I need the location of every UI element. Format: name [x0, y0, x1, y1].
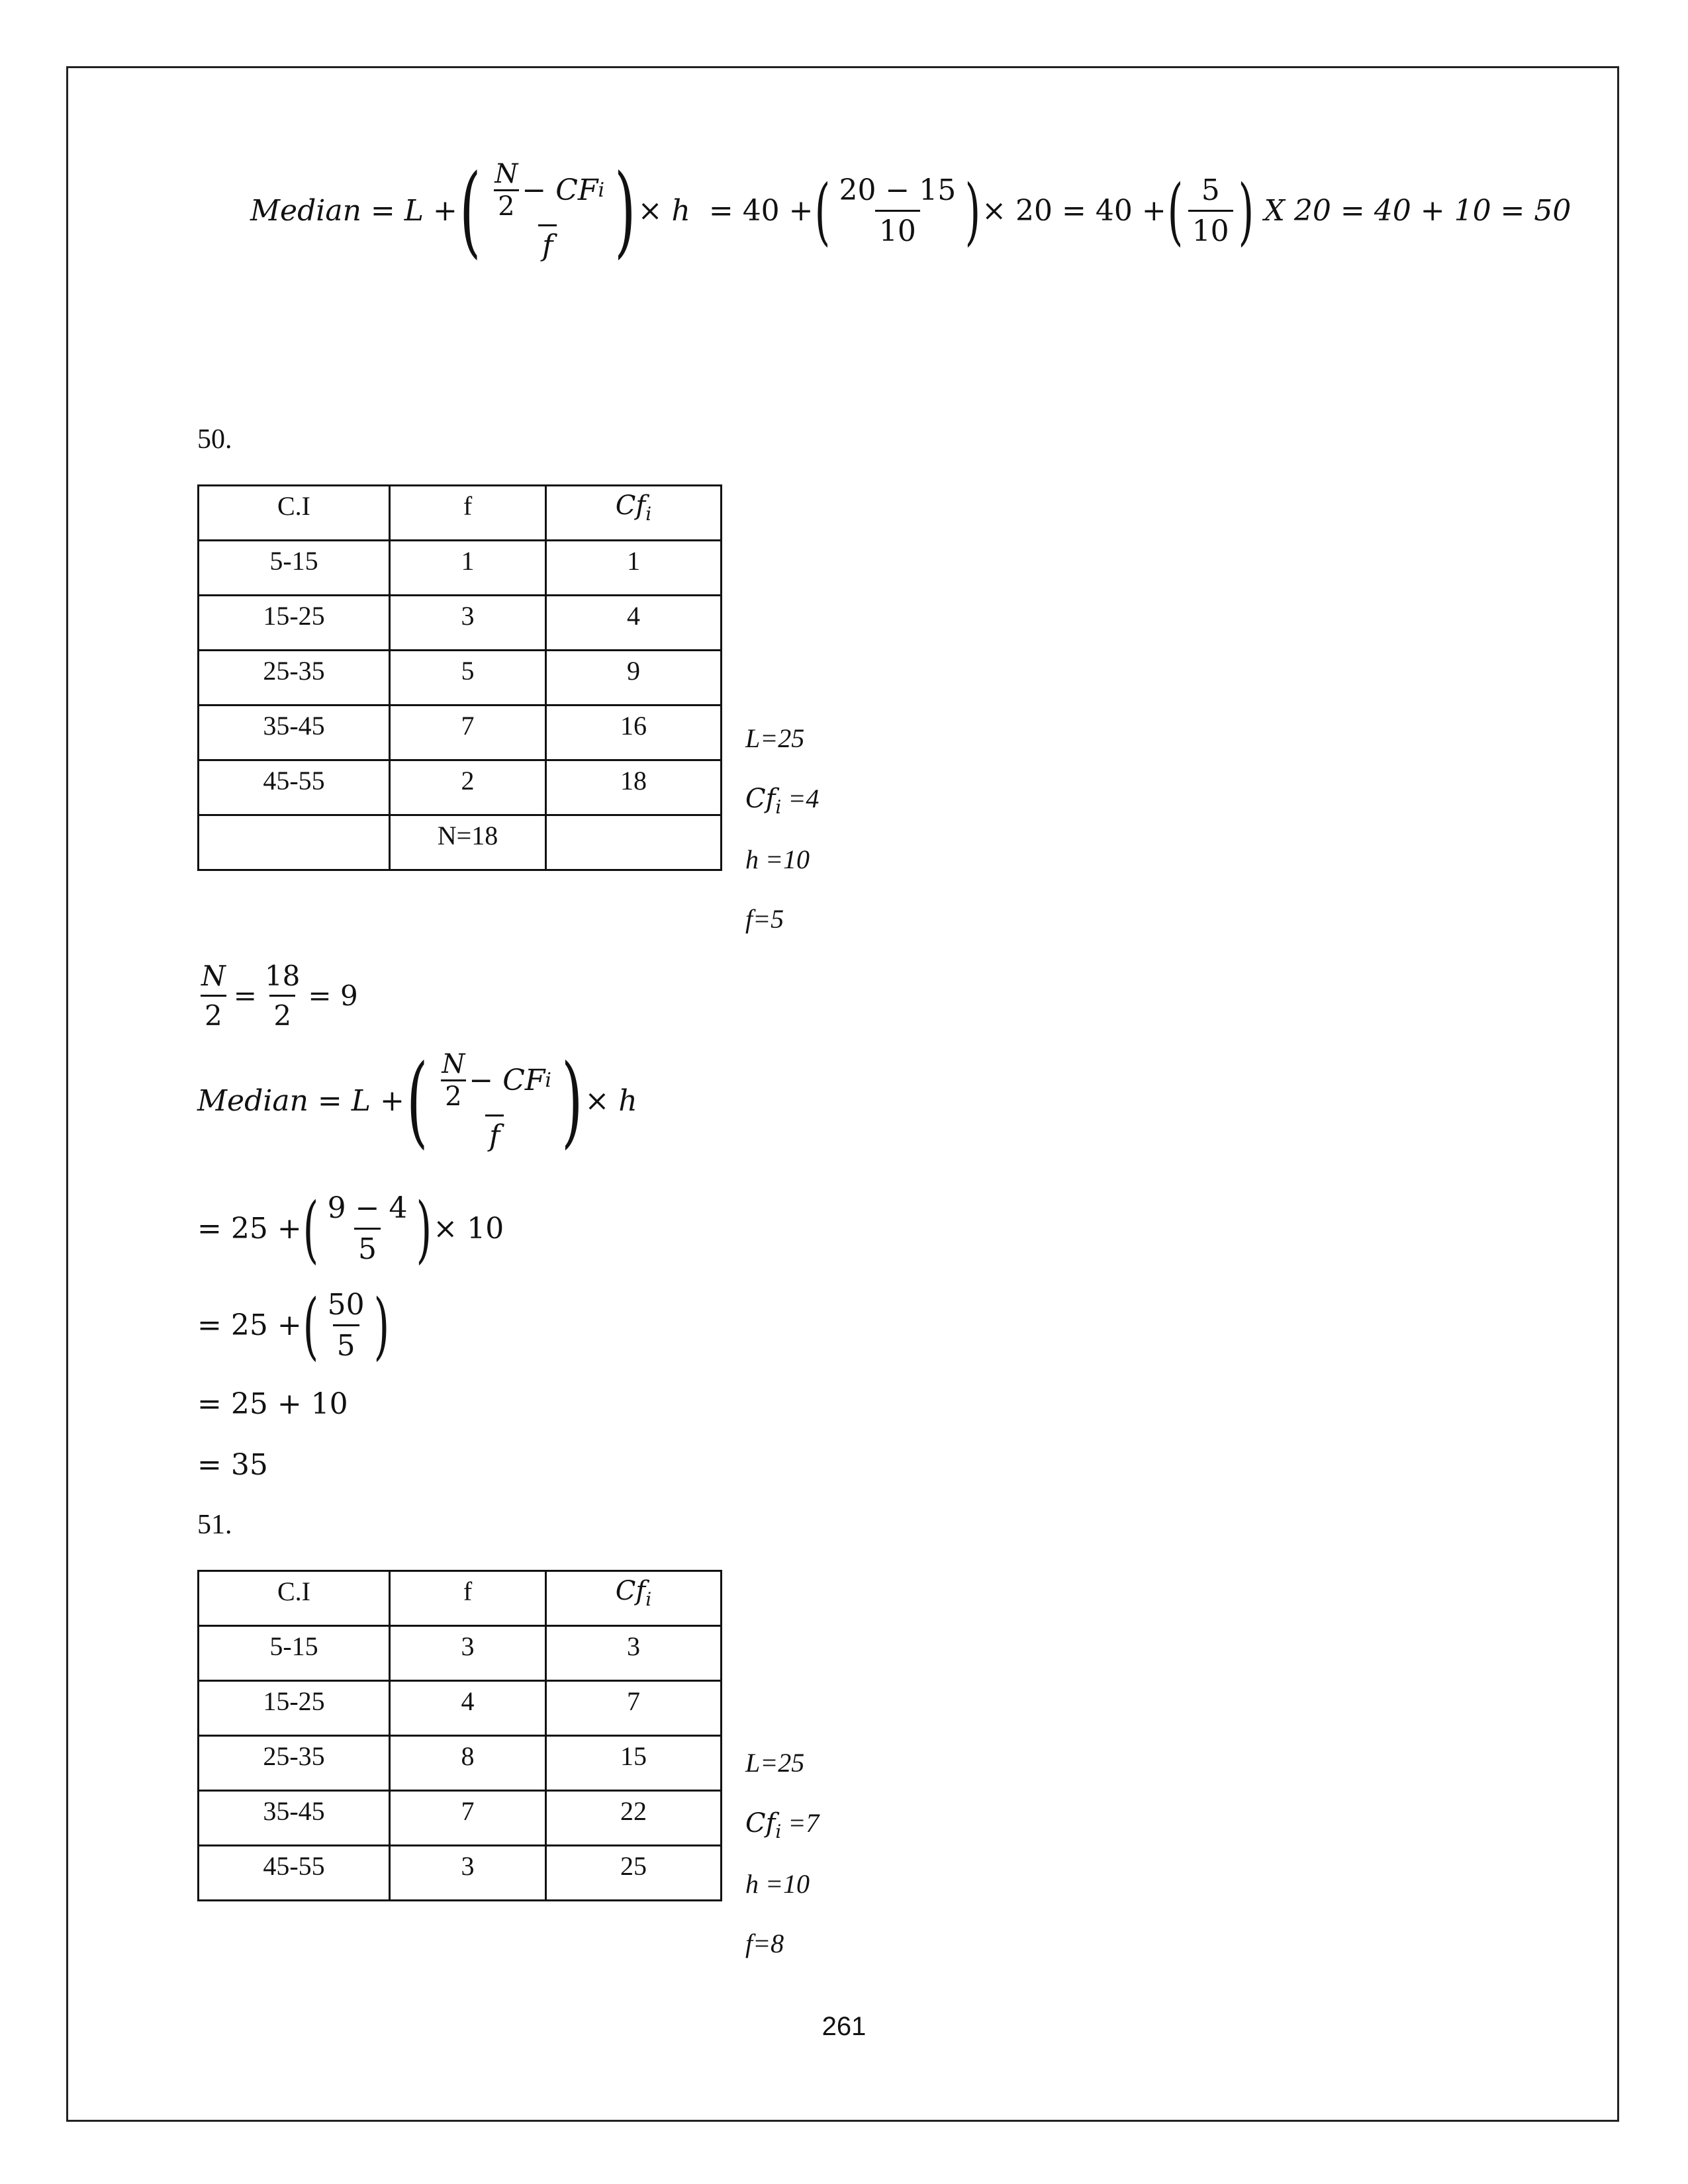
- table-header-row: [199, 1571, 722, 1626]
- cell-ci: [199, 815, 390, 870]
- cell-ci: 15-25: [199, 1681, 390, 1736]
- left-paren: (: [303, 1186, 318, 1271]
- table-row: [199, 541, 722, 596]
- cell-ci: 15-25: [199, 596, 390, 651]
- right-paren: ): [614, 153, 636, 269]
- right-paren-2: ): [964, 168, 981, 253]
- header-cf: $Cf_i$: [546, 486, 722, 541]
- cell-f: 3: [390, 1626, 546, 1681]
- side-h-51: h =10: [745, 1869, 810, 1899]
- cell-cf: 1: [546, 541, 722, 596]
- right-paren-3: ): [1238, 168, 1254, 253]
- cell-f: 7: [390, 705, 546, 760]
- step2-fraction: [1188, 173, 1233, 248]
- cell-ci: 45-55: [199, 760, 390, 815]
- N-symbol: N: [494, 159, 518, 189]
- times-h: × h: [637, 194, 690, 228]
- right-paren: ): [416, 1186, 432, 1271]
- cell-cf: 3: [546, 1626, 722, 1681]
- step2-prefix: 40 +: [1095, 194, 1166, 228]
- subscript-i: i: [545, 1069, 552, 1092]
- median-label: Median: [250, 194, 361, 228]
- cell-cf: 9: [546, 651, 722, 705]
- f-symbol: f: [485, 1115, 504, 1153]
- step1-denominator: 5: [354, 1228, 381, 1266]
- step1-fraction: [324, 1191, 412, 1266]
- cell-f: 1: [390, 541, 546, 596]
- step1-numerator: 9 − 4: [327, 1191, 408, 1225]
- cell-cf: 7: [546, 1681, 722, 1736]
- equals-sign-3: =: [1062, 194, 1086, 228]
- side-f-50: f=5: [745, 904, 784, 934]
- step1-suffix: × 10: [433, 1212, 504, 1246]
- step1-numerator: 20 − 15: [839, 173, 957, 207]
- equals-sign-2: =: [708, 194, 733, 228]
- cell-cf: 16: [546, 705, 722, 760]
- step2-result: X 20 = 40 + 10 = 50: [1264, 194, 1571, 228]
- plus-sign: +: [433, 194, 457, 228]
- step1-times: × 20: [982, 194, 1053, 228]
- cell-cf: 4: [546, 596, 722, 651]
- minus-cf: − CF: [469, 1064, 545, 1097]
- cell-f: 7: [390, 1791, 546, 1846]
- minus-cf: − CF: [522, 173, 598, 207]
- two-symbol: 2: [494, 189, 518, 222]
- f-symbol: f: [538, 224, 557, 263]
- left-paren: (: [406, 1043, 428, 1159]
- table-row-total: [199, 815, 722, 870]
- cell-ci: 5-15: [199, 1626, 390, 1681]
- step2-denominator: 10: [1188, 210, 1233, 248]
- L-symbol: L: [404, 194, 424, 228]
- subscript-i: i: [598, 179, 605, 202]
- table-header-row: [199, 486, 722, 541]
- page-number: 261: [821, 2012, 867, 2041]
- left-paren-2: (: [814, 168, 830, 253]
- step-2: [197, 1283, 391, 1368]
- step2-prefix: = 25 +: [197, 1308, 302, 1342]
- question-number-51: 51.: [197, 1510, 232, 1540]
- cell-f: 3: [390, 1846, 546, 1901]
- question-number-50: 50.: [197, 424, 232, 455]
- step2-numerator: 50: [327, 1288, 365, 1322]
- equals-sign: =: [370, 194, 395, 228]
- side-cf-50: $Cf_i =4$: [745, 784, 820, 818]
- cell-cf: 18: [546, 760, 722, 815]
- n-half-numerator: 18: [264, 960, 301, 992]
- frequency-table-50: [197, 484, 722, 871]
- right-paren: ): [561, 1043, 583, 1159]
- cell-cf: [546, 815, 722, 870]
- median-fraction: [434, 1049, 555, 1153]
- N-symbol: N: [442, 1049, 465, 1079]
- step-4: = 35: [197, 1448, 268, 1482]
- cell-ci: 25-35: [199, 651, 390, 705]
- cell-f: 4: [390, 1681, 546, 1736]
- n-half-denominator: 2: [269, 995, 295, 1032]
- cell-total-n: N=18: [390, 815, 546, 870]
- side-cf-51: $Cf_i =7$: [745, 1808, 820, 1843]
- median-formula-50: [197, 1043, 637, 1159]
- main-fraction: [487, 159, 608, 263]
- header-ci: C.I: [199, 486, 390, 541]
- table-row: [199, 1791, 722, 1846]
- step1-fraction: [835, 173, 960, 248]
- table-row: [199, 760, 722, 815]
- cell-cf: 22: [546, 1791, 722, 1846]
- table-row: [199, 1626, 722, 1681]
- cell-f: 2: [390, 760, 546, 815]
- cell-f: 8: [390, 1736, 546, 1791]
- cell-ci: 5-15: [199, 541, 390, 596]
- table-row: [199, 705, 722, 760]
- cell-ci: 35-45: [199, 1791, 390, 1846]
- step1-denominator: 10: [875, 210, 920, 248]
- step1-prefix: = 25 +: [197, 1212, 302, 1246]
- left-paren: (: [459, 153, 481, 269]
- two-symbol: 2: [441, 1079, 465, 1112]
- cell-ci: 25-35: [199, 1736, 390, 1791]
- cell-cf: 25: [546, 1846, 722, 1901]
- side-f-51: f=8: [745, 1929, 784, 1958]
- table-row: [199, 1846, 722, 1901]
- header-ci: C.I: [199, 1571, 390, 1626]
- side-L-50: L=25: [745, 723, 805, 753]
- times-h: × h: [585, 1084, 637, 1118]
- N-symbol: N: [201, 960, 226, 992]
- frequency-table-51: [197, 1570, 722, 1901]
- step2-numerator: 5: [1201, 173, 1220, 207]
- n-half-line: [197, 960, 358, 1032]
- step2-denominator: 5: [333, 1324, 359, 1363]
- table-row: [199, 651, 722, 705]
- header-cf: $Cf_i$: [546, 1571, 722, 1626]
- cell-f: 3: [390, 596, 546, 651]
- left-paren-3: (: [1167, 168, 1184, 253]
- table-row: [199, 1736, 722, 1791]
- side-h-50: h =10: [745, 844, 810, 874]
- cell-f: 5: [390, 651, 546, 705]
- table-row: [199, 1681, 722, 1736]
- cell-cf: 15: [546, 1736, 722, 1791]
- two-symbol: 2: [201, 995, 226, 1032]
- left-paren: (: [303, 1283, 318, 1368]
- header-f: f: [390, 486, 546, 541]
- cell-ci: 35-45: [199, 705, 390, 760]
- step-1: [197, 1186, 504, 1271]
- median-lhs: Median = L +: [197, 1084, 404, 1118]
- right-paren: ): [373, 1283, 389, 1368]
- n-half-result: = 9: [308, 979, 358, 1012]
- equals-sign: =: [233, 979, 257, 1012]
- step2-fraction: [324, 1288, 369, 1363]
- cell-ci: 45-55: [199, 1846, 390, 1901]
- table-row: [199, 596, 722, 651]
- step-3: = 25 + 10: [197, 1387, 348, 1421]
- header-f: f: [390, 1571, 546, 1626]
- side-L-51: L=25: [745, 1748, 805, 1778]
- median-formula-top: [250, 153, 1571, 269]
- step1-prefix: 40 +: [742, 194, 814, 228]
